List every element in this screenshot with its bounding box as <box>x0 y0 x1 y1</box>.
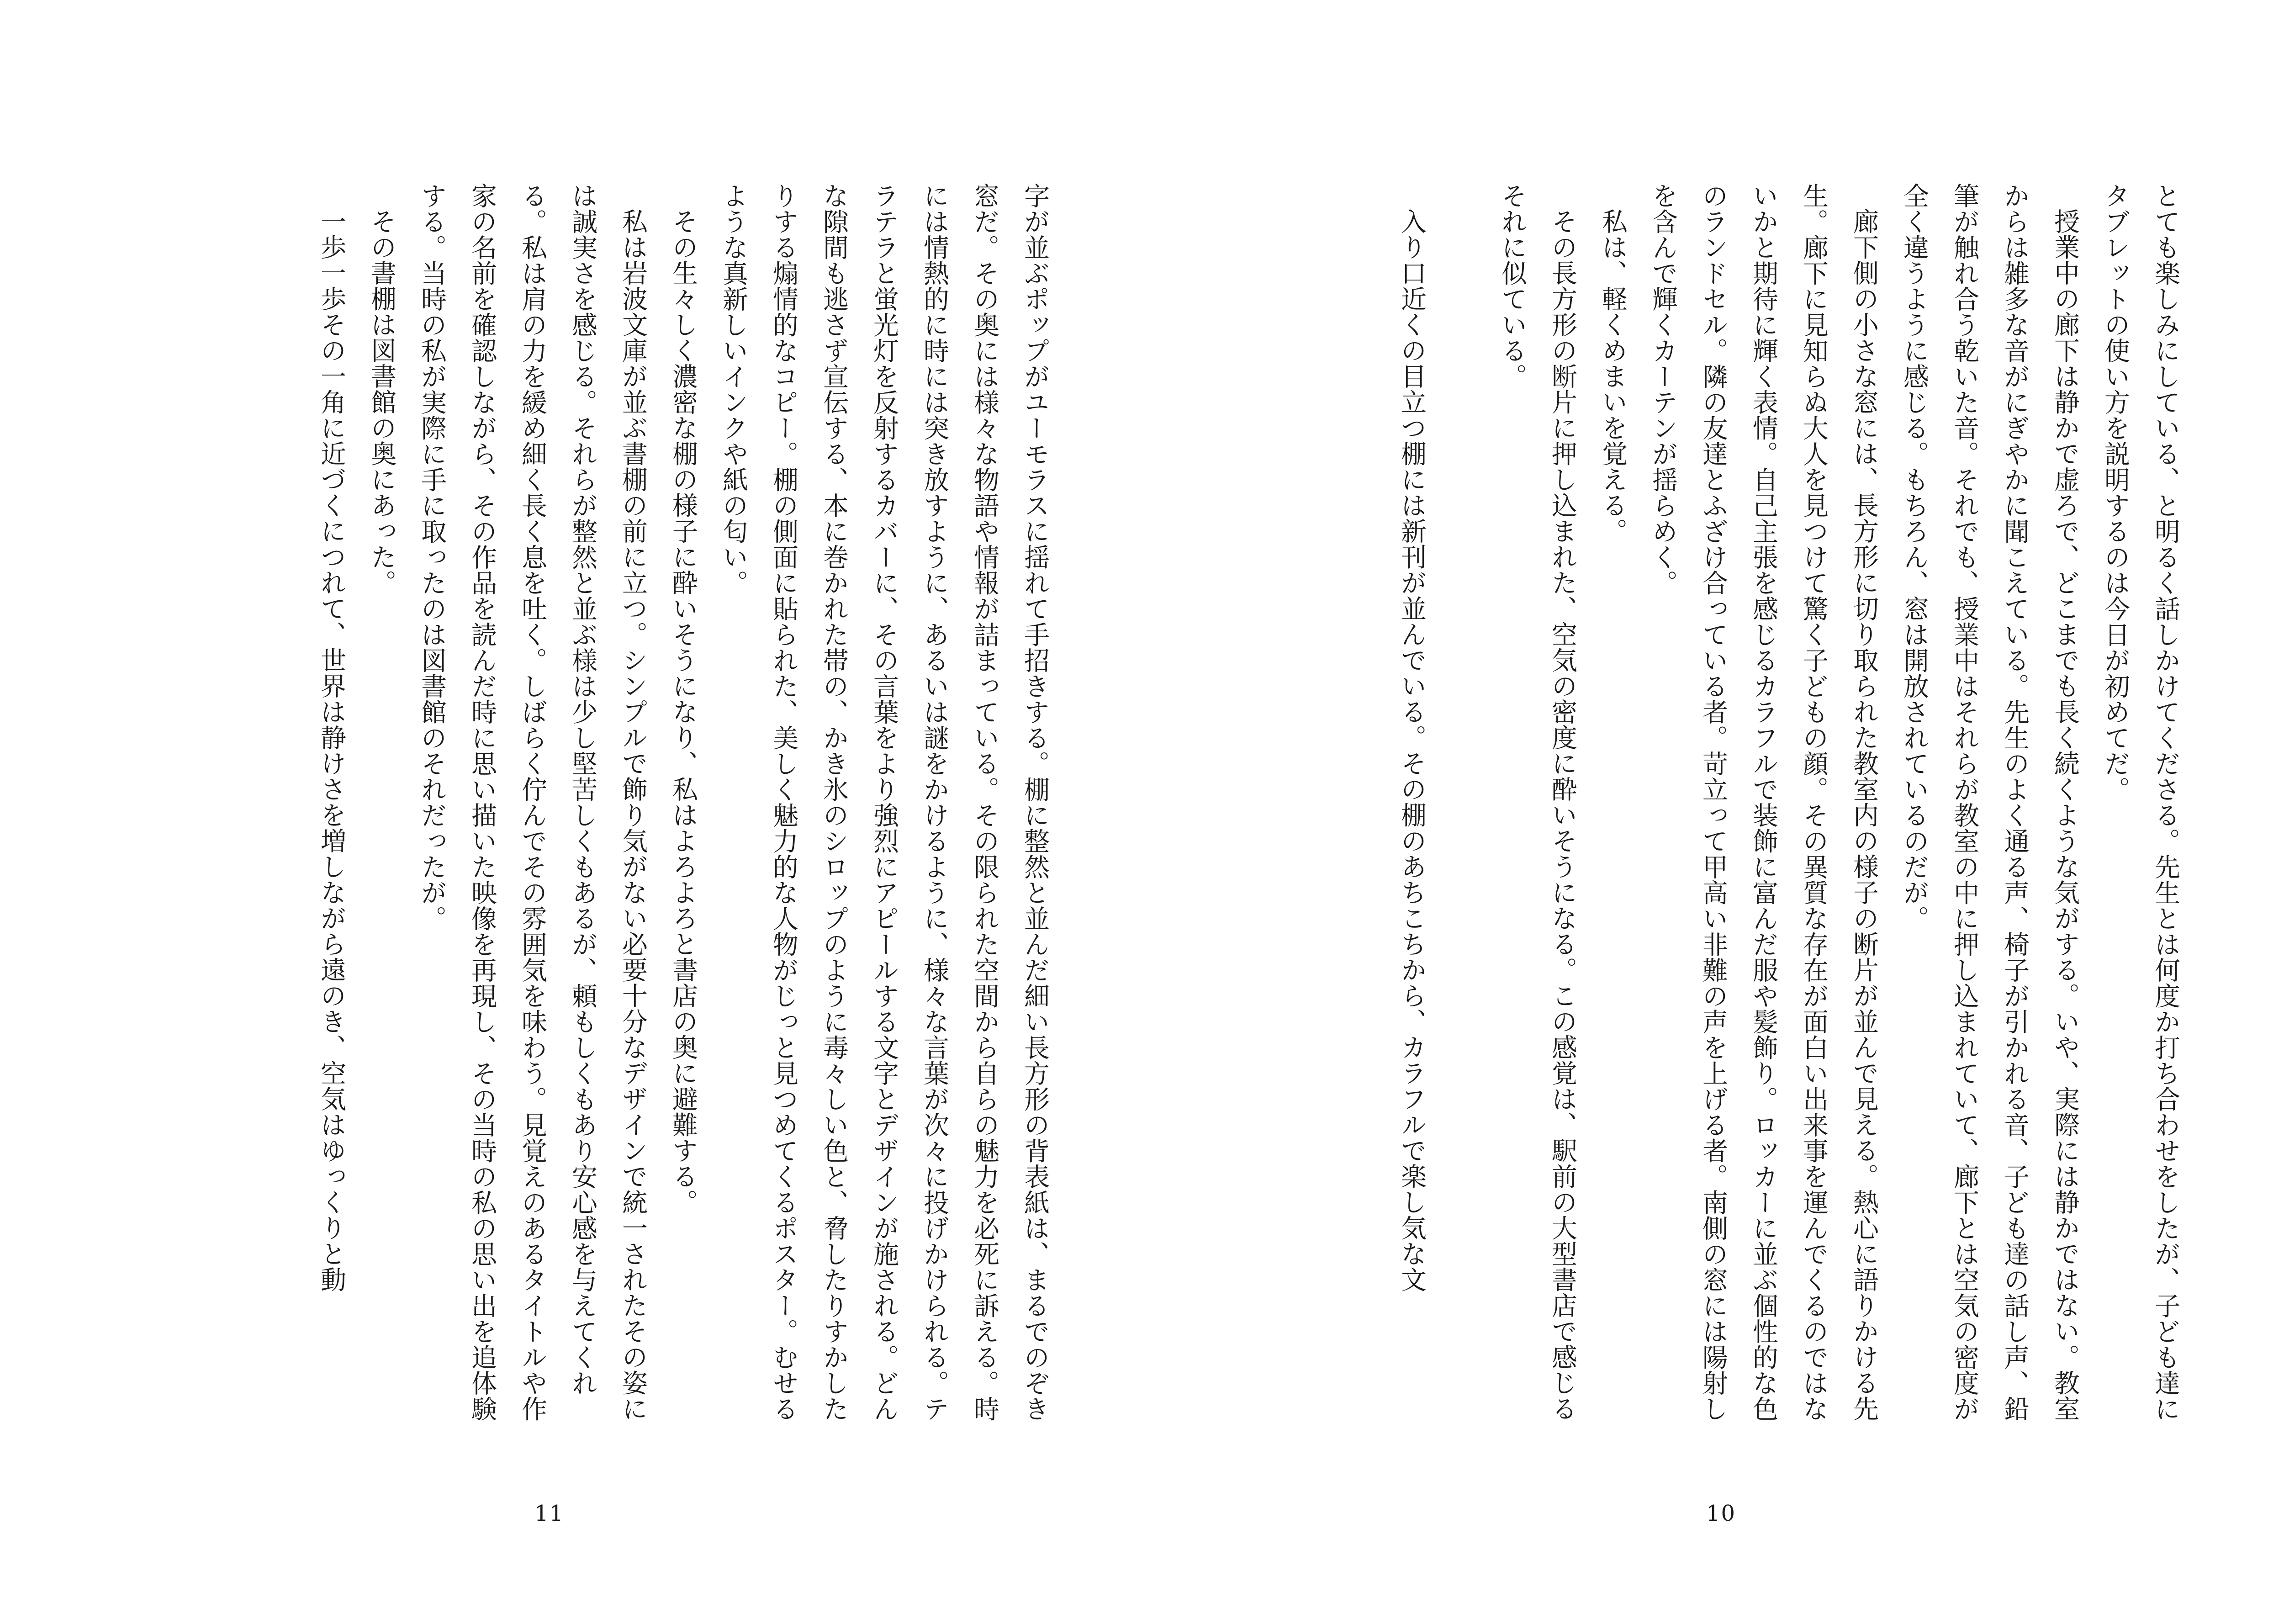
paragraph: その生々しく濃密な棚の様子に酔いそうになり、私はよろよろと書店の奥に避難する。 <box>668 208 698 1215</box>
paragraph: その長方形の断片に押し込まれた、空気の密度に酔いそうになる。この感覚は、駅前の大型書店で感じるそれに似ている。 <box>1497 183 1577 1422</box>
paragraph: 入り口近くの目立つ棚には新刊が並んでいる。その棚のあちこちから、カラフルで楽し気な文 <box>1397 208 1427 1292</box>
paragraph: 一歩一歩その一角に近づくにつれて、世界は静けさを増しながら遠のき、空気はゆっくりと動 <box>317 208 346 1292</box>
paragraph: その書棚は図書館の奥にあった。 <box>367 208 397 596</box>
paragraph: 廊下側の小さな窓には、長方形に切り取られた教室内の様子の断片が並んで見える。熱心に語りかける先生。廊下に見知らぬ大人を見つけて驚く子どもの顔。その異質な存在が面白い出来事を運んでくるのではないかと期待に輝く表情。自己主張を感じるカラフルで装飾に富んだ服や髪飾り。ロッカーに並ぶ個性的な色のランドセル。隣の友達とふざけ合っている者。苛立って甲高い非難の声を上げる者。南側の窓には陽射しを含んで輝くカーテンが揺らめく。 <box>1648 183 1879 1422</box>
right-page <box>1142 0 2284 1624</box>
paragraph: 私は岩波文庫が並ぶ書棚の前に立つ。シンプルで飾り気がない必要十分なデザインで統一されたその姿には誠実さを感じる。それらが整然と並ぶ様は少し堅苦しくもあるが、頼もしくもあり安心感を与えてくれる。私は肩の力を緩め細く長く息を吐く。しばらく佇んでその雰囲気を味わう。見覚えのあるタイトルや作家の名前を確認しながら、その作品を読んだ時に思い描いた映像を再現し、その当時の私の思い出を追体験する。当時の私が実際に手に取ったのは図書館のそれだったが。 <box>417 183 648 1422</box>
right-page-body-text <box>1341 183 2190 1444</box>
paragraph: 授業中の廊下は静かで虚ろで、どこまでも長く続くような気がする。いや、実際には静かではない。教室からは雑多な音がにぎやかに聞こえている。先生のよく通る声、椅子が引かれる音、子ども達の話し声、鉛筆が触れ合う乾いた音。それでも、授業中はそれらが教室の中に押し込まれていて、廊下とは空気の密度が全く違うように感じる。もちろん、窓は開放されているのだが。 <box>1899 183 2080 1422</box>
page-number: 10 <box>1706 1501 1736 1526</box>
paragraph: 字が並ぶポップがユーモラスに揺れて手招きする。棚に整然と並んだ細い長方形の背表紙は、まるでのぞき窓だ。その奥には様々な物語や情報が詰まっている。その限られた空間から自らの魅力を必死に訴える。時には情熱的に時には突き放すように、あるいは謎をかけるように、様々な言葉が次々に投げかけられる。テラテラと蛍光灯を反射するカバーに、その言葉をより強烈にアピールする文字とデザインが施される。どんな隙間も逃さず宣伝する、本に巻かれた帯の、かき氷のシロップのように毒々しい色と、脅したりすかしたりする煽情的なコピー。棚の側面に貼られた、美しく魅力的な人物がじっと見つめてくるポスター。むせるような真新しいインクや紙の匂い。 <box>719 183 1050 1422</box>
page-number: 11 <box>534 1501 565 1526</box>
paragraph: 私は、軽くめまいを覚える。 <box>1598 208 1628 544</box>
left-page-body-text <box>119 183 1060 1444</box>
paragraph: とても楽しみにしている、と明るく話しかけてくださる。先生とは何度か打ち合わせをしたが、子ども達にタブレットの使い方を説明するのは今日が初めてだ。 <box>2100 183 2180 1422</box>
